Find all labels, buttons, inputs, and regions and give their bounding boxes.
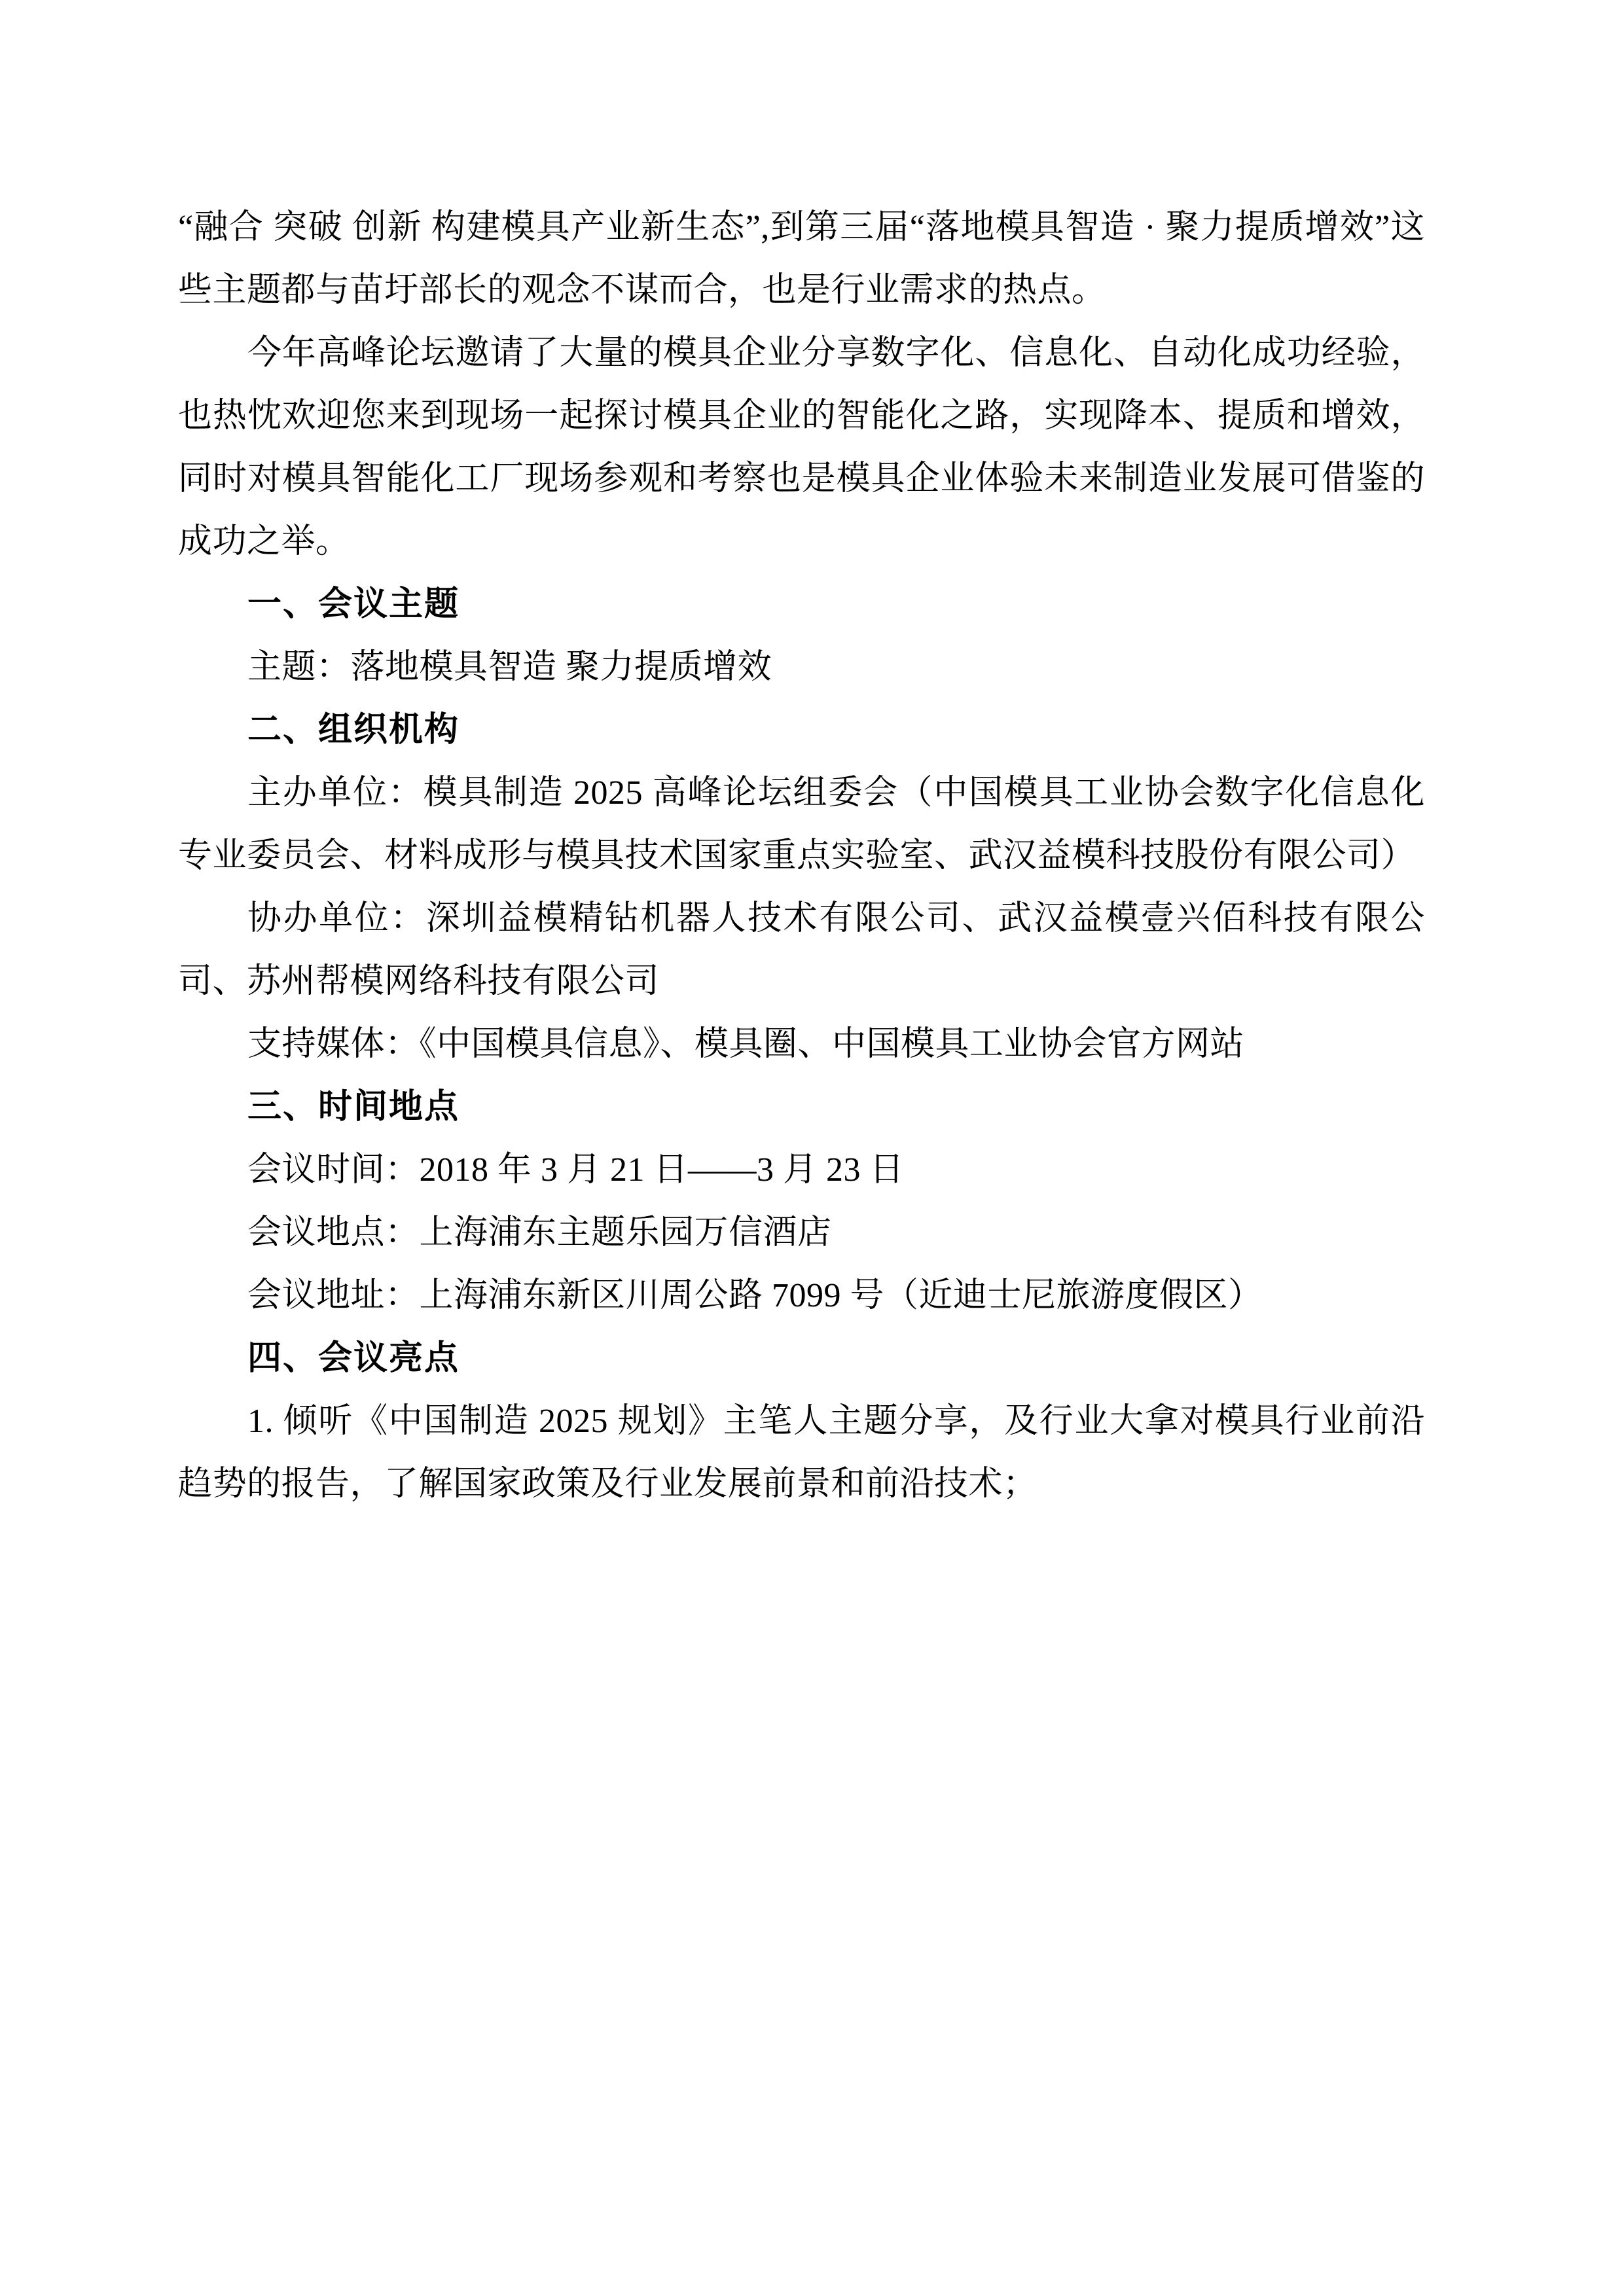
section-heading-organization: 二、组织机构 [247,711,460,749]
section-line-supporting-media: 支持媒体：《中国模具信息》、模具圈、中国模具工业协会官方网站 [247,1026,1245,1063]
section-heading-conference-theme: 一、会议主题 [247,586,460,623]
section-heading-highlights: 四、会议亮点 [247,1340,460,1377]
section-line-co-organizers: 协办单位：深圳益模精钻机器人技术有限公司、武汉益模壹兴佰科技有限公司、苏州帮模网络科技有限公司 [178,900,1425,1000]
section-line-highlight-1: 1. 倾听《中国制造 2025 规划》主笔人主题分享，及行业大拿对模具行业前沿趋势的报告，了解国家政策及行业发展前景和前沿技术； [178,1403,1425,1503]
section-heading-time-place: 三、时间地点 [247,1088,460,1126]
paragraph-opening: “融合 突破 创新 构建模具产业新生态”,到第三届“落地模具智造 · 聚力提质增效”这些主题都与苗圩部长的观念不谋而合，也是行业需求的热点。 [178,209,1425,309]
section-line-meeting-address: 会议地址：上海浦东新区川周公路 7099 号（近迪士尼旅游度假区） [247,1277,1263,1314]
section-line-meeting-time: 会议时间：2018 年 3 月 21 日——3 月 23 日 [247,1151,905,1189]
section-line-theme: 主题：落地模具智造 聚力提质增效 [247,649,772,686]
section-line-meeting-venue: 会议地点：上海浦东主题乐园万信酒店 [247,1214,832,1251]
document-body [178,196,1425,1516]
section-line-host-units: 主办单位：模具制造 2025 高峰论坛组委会（中国模具工业协会数字化信息化专业委员会、材料成形与模具技术国家重点实验室、武汉益模科技股份有限公司） [178,774,1425,874]
paragraph-invitation: 今年高峰论坛邀请了大量的模具企业分享数字化、信息化、自动化成功经验，也热忱欢迎您来到现场一起探讨模具企业的智能化之路，实现降本、提质和增效，同时对模具智能化工厂现场参观和考察也是模具企业体验未来制造业发展可借鉴的成功之举。 [178,334,1425,560]
